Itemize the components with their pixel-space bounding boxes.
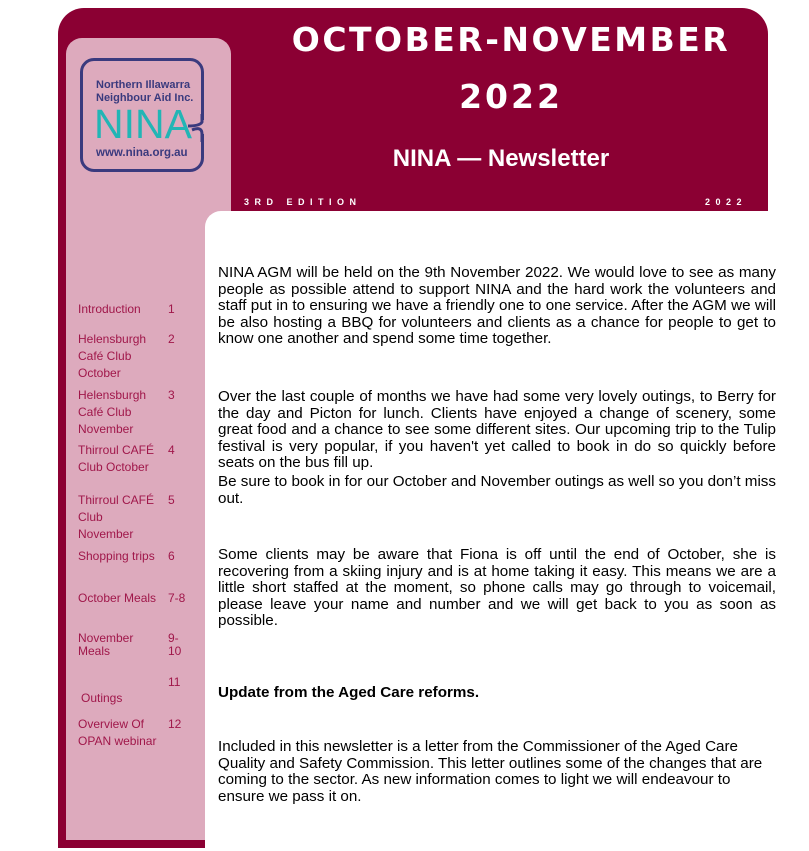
section-heading-aged-care: Update from the Aged Care reforms.	[218, 684, 480, 701]
logo-url: www.nina.org.au	[96, 147, 188, 159]
paragraph-staffing: Some clients may be aware that Fiona is off until the end of October, she is recovering from a skiing injury and is at home taking it easy. This means we are a little short staffed at the moment, so phone calls may go through to voicemail, please leave your name and number and we will get back to you as soon as possible.	[218, 546, 776, 629]
toc-item-label: October Meals	[78, 591, 157, 605]
logo-org-line2: Neighbour Aid Inc.	[96, 92, 194, 104]
paragraph-outings: Over the last couple of months we have had some very lovely outings, to Berry for the day and Picton for lunch. Clients have enjoyed a change of scenery, some great food and a chance to see some different sites. Our upcoming trip to the Tulip festival is very popular, if you haven't yet called to book in do so quickly before seats on the bus fill up.	[218, 388, 776, 471]
toc-item-page: 11	[168, 675, 181, 689]
toc-item-label: November Meals	[78, 631, 134, 658]
toc-item-page: 5	[168, 493, 175, 507]
table-of-contents	[78, 0, 208, 828]
toc-item-page: 6	[168, 549, 175, 563]
edition-label: 3RD EDITION	[244, 197, 362, 207]
newsletter-year: 2022	[459, 77, 563, 116]
toc-item-page: 4	[168, 443, 175, 457]
toc-item-label: Introduction	[78, 302, 141, 316]
newsletter-title: OCTOBER-NOVEMBER	[291, 20, 731, 59]
paragraph-aged-care: Included in this newsletter is a letter from the Commissioner of the Aged Care Quality and Safety Commission. This letter outlines some of the changes that are coming to the sector. As new information comes to light we will endeavour to ensure we pass it on.	[218, 738, 763, 805]
toc-item-label: Helensburgh Café Club October	[78, 332, 147, 380]
toc-item-page: 2	[168, 332, 175, 346]
toc-item-page: 9-10	[168, 631, 182, 658]
toc-item-page: 3	[168, 388, 175, 402]
toc-item-label: Overview Of OPAN webinar	[78, 717, 157, 748]
paragraph-agm: NINA AGM will be held on the 9th November 2022. We would love to see as many people as possible attend to support NINA and the hard work the volunteers and staff put in to ensuring we have a friendly one to one service. After the AGM we will be also hosting a BBQ for volunteers and clients as a chance for people to get to know one another and spend some time together.	[218, 264, 776, 347]
edition-year: 2022	[705, 197, 748, 207]
toc-item-label: Shopping trips	[78, 549, 155, 563]
paragraph-book-outings: Be sure to book in for our October and November outings as well so you don’t miss out.	[218, 473, 776, 507]
toc-item-page: 12	[168, 717, 182, 731]
toc-item-page: 7-8	[168, 591, 186, 605]
toc-item-label: Outings	[81, 691, 123, 705]
toc-item-label: Helensburgh Café Club November	[78, 388, 147, 436]
newsletter-subtitle: NINA — Newsletter	[392, 145, 610, 172]
toc-item-label: Thirroul CAFÉ Club October	[78, 443, 155, 474]
toc-item-page: 1	[168, 302, 175, 316]
logo-org-line1: Northern Illawarra	[96, 79, 191, 91]
logo-acronym: NINA	[94, 101, 192, 147]
toc-item-label: Thirroul CAFÉ Club November	[78, 493, 155, 541]
